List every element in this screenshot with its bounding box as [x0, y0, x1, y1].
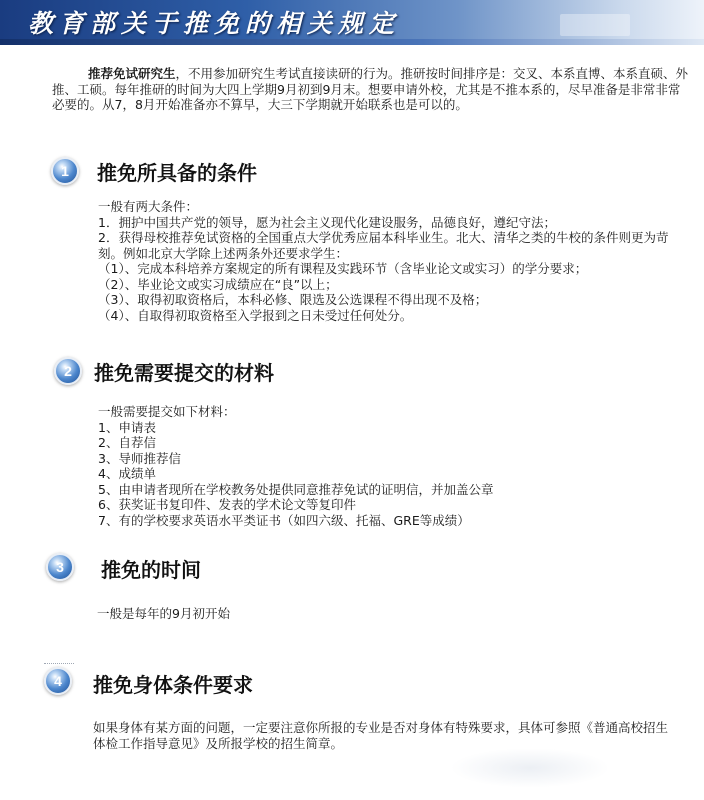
section-2-content [98, 404, 678, 528]
list-item: （1）、完成本科培养方案规定的所有课程及实践环节（含毕业论文或实习）的学分要求； [98, 261, 588, 276]
dotted-divider [44, 663, 74, 665]
list-item: 3、导师推荐信 [98, 450, 181, 466]
list-item: 如果身体有某方面的问题，一定要注意你所报的专业是否对身体有特殊要求，具体可参照《普通高校招生体检工作指导意见》及所报学校的招生简章。 [93, 720, 669, 751]
list-item: 5、由申请者现所在学校教务处提供同意推荐免试的证明信，并加盖公章 [98, 481, 494, 497]
section-2-number-icon: 2 [54, 357, 82, 385]
list-item: 2．获得母校推荐免试资格的全国重点大学优秀应届本科毕业生。北大、清华之类的牛校的条件则更为苛刻。例如北京大学除上述两条外还要求学生： [98, 230, 669, 261]
list-item: 一般有两大条件： [98, 199, 199, 214]
list-item: 4、成绩单 [98, 466, 156, 481]
header-banner [0, 0, 704, 45]
list-item: （4）、自取得初取资格至入学报到之日未受过任何处分。 [98, 307, 413, 323]
banner-decoration [560, 14, 630, 36]
banner-title: 教育部关于推免的相关规定 [28, 9, 401, 38]
list-item: 一般需要提交如下材料： [98, 404, 236, 419]
list-item: 一般是每年的9月初开始 [97, 606, 230, 621]
intro-lead-term: 推荐免试研究生 [88, 66, 176, 81]
list-item: 6、获奖证书复印件、发表的学术论文等复印件 [98, 497, 356, 512]
list-item: （2）、毕业论文或实习成绩应在“良”以上； [98, 276, 338, 292]
list-item: （3）、取得初取资格后，本科必修、限选及公选课程不得出现不及格； [98, 292, 488, 307]
section-1-number-icon: 1 [51, 157, 79, 185]
background-smudge [450, 748, 610, 788]
intro-text: ，不用参加研究生考试直接读研的行为。推研按时间排序是：交叉、本系直博、本系直硕、外推、工硕。每年推研的时间为大四上学期9月初到9月末。想要申请外校，尤其是不推本系的，尽早准备是非常非常必要的。从7，8月开始准备亦不算早，大三下学期就开始联系也是可以的。 [52, 66, 689, 112]
list-item: 7、有的学校要求英语水平类证书（如四六级、托福、GRE等成绩） [98, 512, 470, 528]
section-4-title: 推免身体条件要求 [93, 673, 253, 697]
list-item: 1、申请表 [98, 419, 156, 435]
section-4-number-icon: 4 [44, 667, 72, 695]
section-3-number-icon: 3 [46, 553, 74, 581]
section-2-title: 推免需要提交的材料 [94, 361, 274, 385]
list-item: 1．拥护中国共产党的领导，愿为社会主义现代化建设服务，品德良好，遵纪守法； [98, 214, 556, 230]
section-3-content [97, 606, 677, 622]
section-1-content [98, 199, 678, 323]
section-3-title: 推免的时间 [101, 558, 201, 582]
intro-paragraph [52, 66, 692, 113]
section-4-content [93, 720, 673, 751]
list-item: 2、自荐信 [98, 435, 156, 450]
section-1-title: 推免所具备的条件 [97, 161, 257, 185]
